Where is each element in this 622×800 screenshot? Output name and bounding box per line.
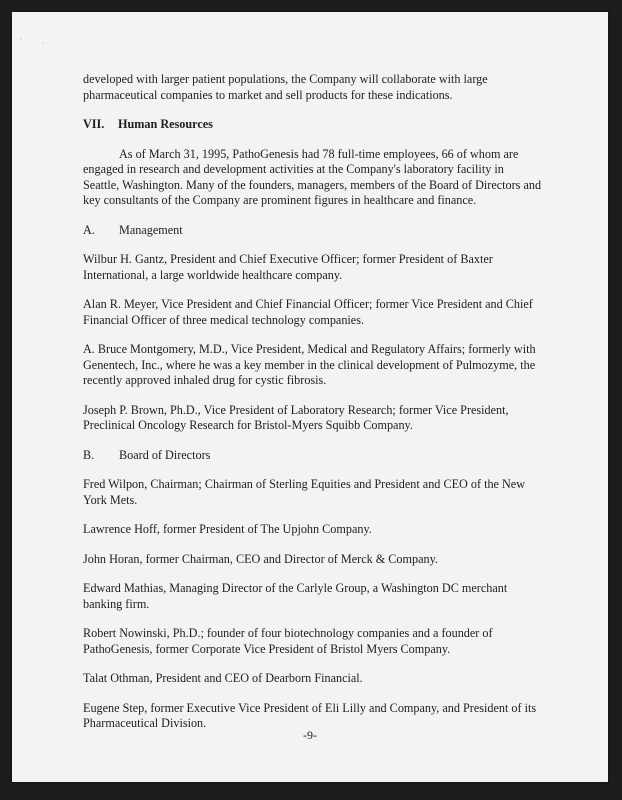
section-number: VII. bbox=[83, 117, 105, 131]
management-heading bbox=[83, 223, 543, 239]
board-entry-step: Eugene Step, former Executive Vice President of Eli Lilly and Company, and President of its Pharmaceutical Division. bbox=[83, 700, 537, 730]
board-entry-mathias: Edward Mathias, Managing Director of the Carlyle Group, a Washington DC merchant banking firm. bbox=[83, 581, 508, 611]
management-entry-meyer: Alan R. Meyer, Vice President and Chief Financial Officer; former Vice President and Chief Financial Officer of three medical technology companies. bbox=[83, 297, 533, 327]
scan-speck bbox=[42, 42, 44, 44]
page-number: -9- bbox=[303, 728, 317, 742]
board-entry-horan: John Horan, former Chairman, CEO and Director of Merck & Company. bbox=[83, 551, 438, 566]
board-heading bbox=[83, 448, 543, 464]
management-title: Management bbox=[119, 222, 183, 237]
page-content bbox=[83, 72, 543, 732]
section-heading bbox=[83, 117, 543, 133]
document-page bbox=[12, 12, 608, 782]
board-entry-wilpon: Fred Wilpon, Chairman; Chairman of Sterling Equities and President and CEO of the New York Mets. bbox=[83, 477, 526, 507]
board-letter: B. bbox=[83, 447, 95, 462]
board-entry-othman: Talat Othman, President and CEO of Dearborn Financial. bbox=[83, 671, 363, 685]
section-title: Human Resources bbox=[118, 117, 213, 131]
intro-paragraph: developed with larger patient populations, the Company will collaborate with large pharmaceutical companies to market and sell products for these indications. bbox=[83, 72, 488, 102]
management-entry-brown: Joseph P. Brown, Ph.D., Vice President of Laboratory Research; former Vice President, Preclinical Oncology Research for Bristol-Myers Squibb Company. bbox=[83, 402, 509, 432]
management-letter: A. bbox=[83, 222, 95, 237]
section-paragraph: As of March 31, 1995, PathoGenesis had 78 full-time employees, 66 of whom are engaged in research and development activities at the Company's laboratory facility in Seattle, Washington. Many of the founders, managers, members of the Board of Directors and key consultants of the Company are prominent figures in healthcare and finance. bbox=[83, 146, 542, 207]
management-entry-gantz: Wilbur H. Gantz, President and Chief Executive Officer; former President of Baxter International, a large worldwide healthcare company. bbox=[83, 252, 493, 282]
board-title: Board of Directors bbox=[119, 447, 211, 462]
board-entry-nowinski: Robert Nowinski, Ph.D.; founder of four biotechnology companies and a founder of PathoGenesis, former Corporate Vice President of Bristol Myers Company. bbox=[83, 626, 493, 656]
scan-speck bbox=[20, 38, 22, 40]
board-entry-hoff: Lawrence Hoff, former President of The Upjohn Company. bbox=[83, 522, 372, 536]
management-entry-montgomery: A. Bruce Montgomery, M.D., Vice President, Medical and Regulatory Affairs; formerly with Genentech, Inc., where he was a key member in the clinical development of Pulmozyme, the recently approved inhaled drug for cystic fibrosis. bbox=[83, 342, 536, 387]
